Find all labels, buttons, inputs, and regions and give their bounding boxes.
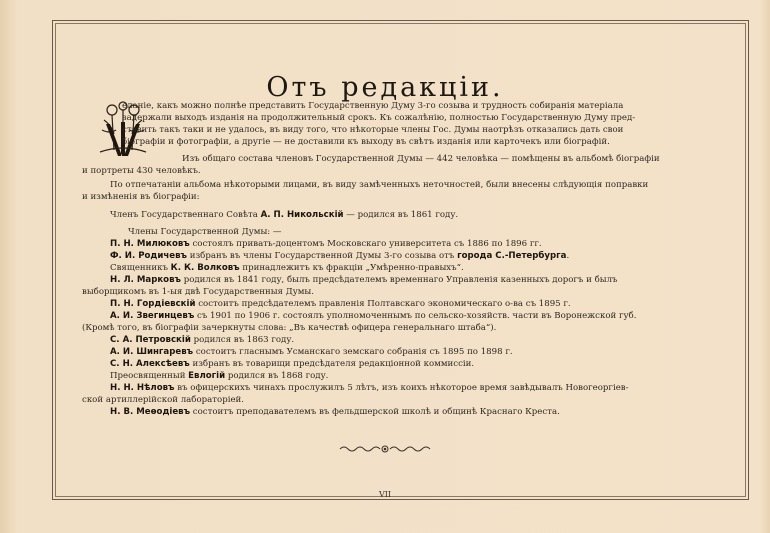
members-heading: Члены Государственной Думы: — (128, 227, 282, 237)
member-name: П. Н. Гордіевскій (110, 299, 196, 309)
member-text: избранъ въ члены Государственной Думы 3-го созыва отъ (187, 251, 458, 261)
member-prefix: Священникъ (110, 263, 171, 273)
member-text: состоялъ привать-доцентомъ Московскаго университета съ 1886 по 1896 гг. (189, 239, 542, 249)
item-zvegintsev (110, 311, 636, 322)
member-name: Н. Н. Нѣловъ (110, 383, 175, 393)
item-petrovsky (110, 335, 294, 346)
member-text: состоитъ предсѣдателемъ правленія Полтавскаго экономическаго о-ва съ 1895 г. (195, 299, 571, 309)
item-alekseev (110, 359, 474, 370)
paragraph-3-line-2: и измѣненія въ біографіи: (82, 192, 200, 202)
member-text: родился въ 1863 году. (190, 335, 295, 345)
member-text: родился въ 1868 году. (225, 371, 329, 381)
member-name: Н. Л. Марковъ (110, 275, 181, 285)
member-name: Н. В. Меѳодіевъ (110, 407, 191, 417)
paragraph-1-line-1: еланіе, какъ можно полнѣе представить Государственную Думу 3-го созыва и трудность собиранія матеріала (122, 101, 624, 111)
member-text: состоитъ преподавателемъ въ фельдшерской школѣ и общинѣ Краснаго Креста. (190, 407, 560, 417)
member-text: родился въ 1841 году, былъ предсѣдателемъ временнаго Управленія казенныхъ дорогъ и былъ (180, 275, 618, 285)
item-markov-line-2: выборщикомъ въ 1-ыя двѣ Государственныя Думы. (82, 287, 315, 297)
paragraph-1-line-4: біографіи и фотографіи, а другіе — не доставили къ выходу въ свѣтъ изданія или карточекъ или біографій. (122, 137, 610, 147)
item-nelov-line-2: ской артиллерійской лабораторіей. (82, 395, 245, 405)
item-mefodiev (110, 407, 560, 418)
member-text: въ офицерскихъ чинахъ прослужилъ 5 лѣтъ, изъ коихъ нѣкоторое время завѣдывалъ Новогеоргіев- (174, 383, 629, 393)
member-text-end: . (566, 251, 570, 261)
member-text: принадлежитъ къ фракціи „Умѣренно-правыхъ“. (239, 263, 464, 273)
member-name: С. А. Петровскій (110, 335, 191, 345)
member-text: состоитъ гласнымъ Усманскаго земскаго собранія съ 1895 по 1898 г. (193, 347, 513, 357)
paragraph-1-line-2: задержали выходъ изданія на продолжительный срокъ. Къ сожалѣнію, полностью Государственную Думу пред- (122, 113, 636, 123)
item-markov (110, 275, 618, 286)
member-text: съ 1901 по 1906 г. состоялъ уполномоченнымъ по сельско-хозяйств. части въ Воронежской губ. (194, 311, 637, 321)
item-volkov (110, 263, 464, 274)
paragraph-2-line-1: Изъ общаго состава членовъ Государственной Думы — 442 человѣка — помѣщены въ альбомѣ біографіи (182, 154, 660, 164)
member-name: К. К. Волковъ (170, 263, 240, 273)
item-evlogy (110, 371, 328, 382)
item-milyukov (110, 239, 542, 250)
member-name: Ф. И. Родичевъ (110, 251, 188, 261)
council-member-name: А. П. Никольскій (260, 210, 344, 220)
page-number: VII (378, 490, 392, 499)
member-name: С. Н. Алексѣевъ (110, 359, 190, 369)
member-prefix: Преосвященный (110, 371, 189, 381)
city-name: города С.-Петербурга (457, 251, 567, 261)
paragraph-3-line-1: По отпечатаніи альбома нѣкоторыми лицами, въ виду замѣченныхъ неточностей, были внесены слѣдующія поправки (110, 180, 649, 190)
item-zvegintsev-line-2: (Кромѣ того, въ біографіи зачеркнуты слова: „Въ качествѣ офицера генеральнаго штаба“). (82, 323, 497, 333)
council-text: — родился въ 1861 году. (343, 210, 459, 220)
item-shingarev (110, 347, 513, 358)
item-rodichev (110, 251, 569, 262)
paragraph-2-line-2: и портреты 430 человѣкъ. (82, 166, 201, 176)
council-line (110, 210, 458, 221)
council-prefix: Членъ Государственнаго Совѣта (110, 210, 261, 220)
member-name: П. Н. Милюковъ (110, 239, 190, 249)
member-name: А. И. Шингаревъ (110, 347, 194, 357)
page-title: Отъ редакціи. (266, 72, 504, 103)
member-name: А. И. Звегинцевъ (110, 311, 195, 321)
member-name: Евлогій (188, 371, 226, 381)
item-gordievsky (110, 299, 571, 310)
paragraph-1-line-3: ставить такъ таки и не удалось, въ виду того, что нѣкоторые члены Гос. Думы наотрѣзъ отказались дать свои (122, 125, 624, 135)
member-text: избранъ въ товарищи предсѣдателя редакціонной коммиссіи. (189, 359, 475, 369)
item-nelov (110, 383, 629, 394)
ornamental-divider-icon (338, 444, 432, 454)
